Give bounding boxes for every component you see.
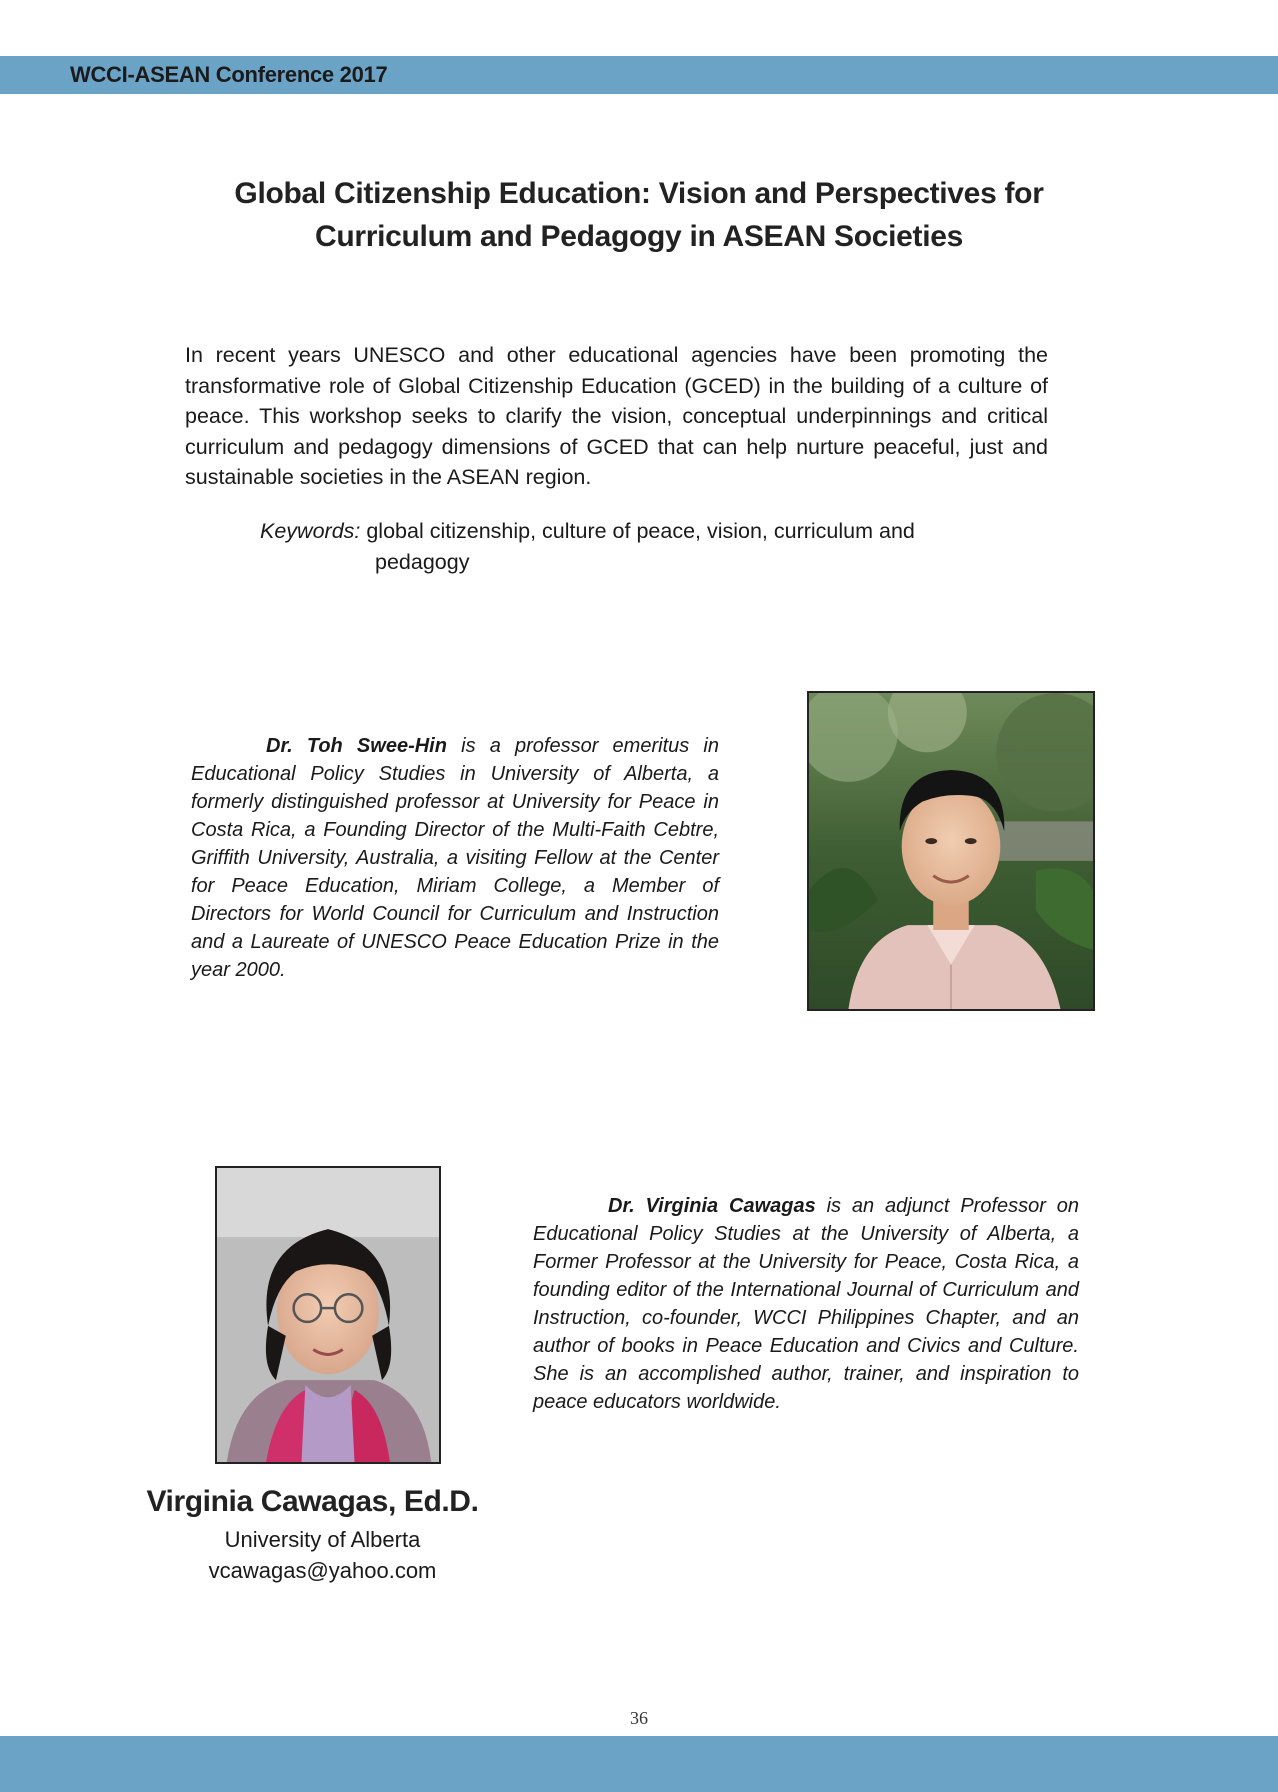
bio-1-text: is a professor emeritus in Educational Policy Studies in University of Alberta, a formerly distinguished professor at University for Peace in Costa Rica, a Founding Director of the Multi-Faith Cebtre, Griffith University, Australia, a visiting Fellow at the Center for Peace Education, Miriam College, a Member of Directors for World Council for Curriculum and Instruction and a Laureate of UNESCO Peace Education Prize in the year 2000. bbox=[191, 735, 719, 981]
author-affiliation: University of Alberta bbox=[224, 1527, 421, 1552]
portrait-man-image bbox=[809, 693, 1093, 1009]
footer-bar bbox=[0, 1736, 1278, 1792]
abstract-paragraph: In recent years UNESCO and other educational agencies have been promoting the transformative role of Global Citizenship Education (GCED) in the building of a culture of peace. This workshop seeks to clarify the vision, conceptual underpinnings and critical curriculum and pedagogy dimensions of GCED that can help nurture peaceful, just and sustainable societies in the ASEAN region. bbox=[185, 343, 1048, 489]
keywords-label: Keywords: bbox=[260, 519, 361, 543]
photo-virginia-cawagas bbox=[215, 1166, 441, 1464]
keywords-line-2: pedagogy bbox=[375, 549, 470, 574]
page-title-line-2: Curriculum and Pedagogy in ASEAN Societies bbox=[314, 220, 964, 253]
author-email: vcawagas@yahoo.com bbox=[208, 1558, 437, 1583]
bio-virginia-cawagas bbox=[533, 1192, 1079, 1416]
keywords-line-1: global citizenship, culture of peace, vision, curriculum and bbox=[360, 519, 915, 543]
author-name: Virginia Cawagas, Ed.D. bbox=[146, 1485, 479, 1518]
photo-toh-swee-hin bbox=[807, 691, 1095, 1011]
bio-1-name: Dr. Toh Swee-Hin bbox=[266, 735, 447, 757]
keywords bbox=[260, 516, 1020, 577]
page-number: 36 bbox=[630, 1708, 648, 1728]
page-title bbox=[150, 172, 1128, 258]
bio-2-text: is an adjunct Professor on Educational Policy Studies at the University of Alberta, a Former Professor at the University for Peace, Costa Rica, a founding editor of the International Journal of Curriculum and Instruction, co-founder, WCCI Philippines Chapter, and an author of books in Peace Education and Civics and Culture. She is an accomplished author, trainer, and inspiration to peace educators worldwide. bbox=[533, 1195, 1080, 1413]
header-title: WCCI-ASEAN Conference 2017 bbox=[70, 62, 388, 87]
portrait-woman-image bbox=[217, 1168, 439, 1462]
bio-toh-swee-hin bbox=[191, 732, 719, 984]
bio-2-name: Dr. Virginia Cawagas bbox=[608, 1195, 816, 1217]
author-block bbox=[140, 1524, 505, 1586]
header-bar bbox=[0, 56, 1278, 94]
page-title-line-1: Global Citizenship Education: Vision and Perspectives for bbox=[234, 177, 1044, 210]
